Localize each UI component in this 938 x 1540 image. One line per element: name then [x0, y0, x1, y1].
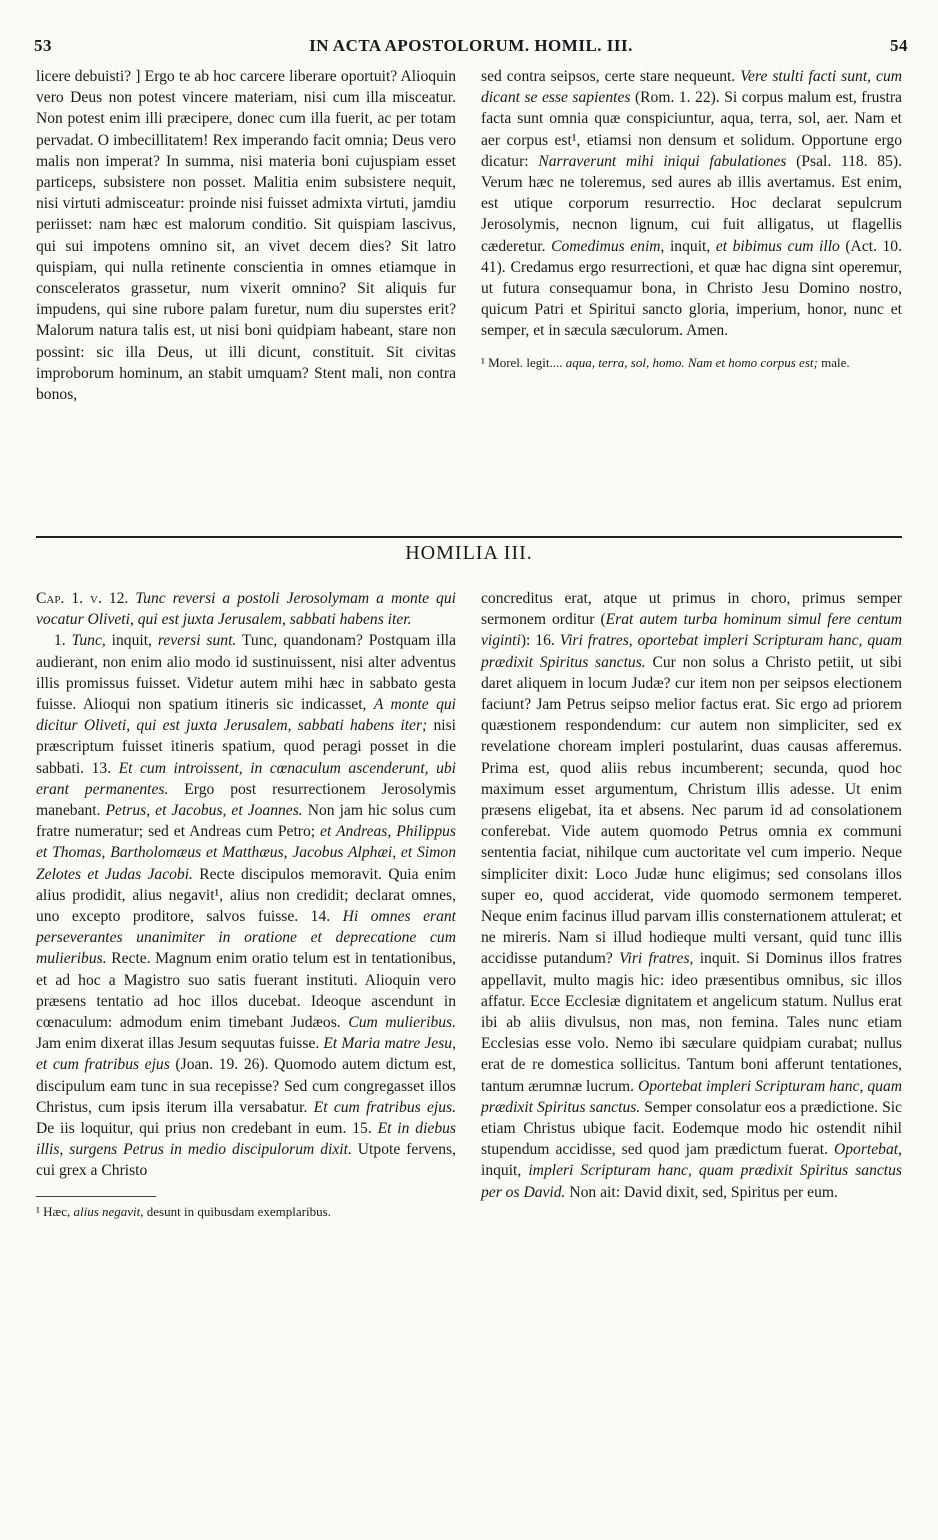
running-header	[34, 36, 908, 60]
paragraph: 1. Tunc, inquit, reversi sunt. Tunc, quandonam? Postquam illa audierant, non enim alio modo id sustinuissent, nisi alter adventus illis promissus fuisset. Videtur autem mihi hæc in sabbato gesta fuisse. Alioqui non spatium itineris sic indicasset, A monte qui dicitur Oliveti, qui est juxta Jerusalem, sabbati habens iter; nisi præscriptum fuisset itineris spatium, quod peragi posset in die sabbati. 13. Et cum introissent, in cœnaculum ascenderunt, ubi erant permanentes. Ergo post resurrectionem Jerosolymis manebant. Petrus, et Jacobus, et Joannes. Non jam hic solus cum fratre numeratur; sed et Andreas cum Petro; et Andreas, Philippus et Thomas, Bartholomæus et Matthæus, Jacobus Alphæi, et Simon Zelotes et Judas Jacobi. Recte discipulos memoravit. Quia enim alius prodidit, alius negavit¹, alius non credidit; declarat omnes, uno excepto proditore, salvos fuisse. 14. Hi omnes erant perseverantes unanimiter in oratione et deprecatione cum mulieribus. Recte. Magnum enim oratio telum est in tentationibus, et ad hoc a Magistro suo satis fuerant instituti. Alioquin vero præsens tentatio ad hoc illos ducebat. Ideoque ascendunt in cœnaculum: admodum enim timebant Judæos. Cum mulieribus. Jam enim dixerat illas Jesum sequutas fuisse. Et Maria matre Jesu, et cum fratribus ejus (Joan. 19. 26). Quomodo autem dictum est, discipulum eam tunc in sua recepisse? Sed cum congregasset illos Christus, cum ipsis iterum illa versabatur. Et cum fratribus ejus. De iis loquitur, qui prius non credebant in eum. 15. Et in diebus illis, surgens Petrus in medio discipulorum dixit. Utpote fervens, cui grex a Christo	[36, 632, 457, 1180]
homily-title: HOMILIA III.	[405, 542, 533, 564]
page-number-right: 54	[890, 36, 908, 55]
footnote-rule	[36, 1196, 156, 1197]
page-number-left: 53	[34, 36, 52, 55]
footnote: ¹ Hæc, alius negavit, desunt in quibusdam exemplaribus.	[36, 1203, 331, 1219]
top-right-column	[481, 66, 902, 518]
bottom-right-column	[481, 588, 902, 1518]
top-left-column	[36, 66, 456, 518]
running-title: IN ACTA APOSTOLORUM. HOMIL. III.	[309, 36, 633, 55]
paragraph: licere debuisti? ] Ergo te ab hoc carcere liberare oportuit? Alioquin vero Deus non potest vincere materiam, nisi cum illa misceatur. Non potest enim illi præcipere, donec cum illa fuerit, ac per totam pervadat. O imbecillitatem! Rex imperando facit omnia; Deus vero malis non imperat? In summa, nisi materia boni cujuspiam esset particeps, subsistere non posset. Malitia enim subsistere nequit, nisi virtuti admisceatur: proinde nisi fuisset admixta virtuti, jamdiu periisset: nam hæc est malorum conditio. Sit quispiam lascivus, qui sui impotens omnino sit, an vivet decem dies? Sit latro quispiam, qui nulla retinente conscientia in omnes etiamque in consceleratos grassetur, num vixerit omnino? Sit aliquis fur impudens, qui sine rubore palam furetur, num diu superstes erit? Malorum natura talis est, ut nisi boni quidpiam habeant, stare non possint: sic illa Deus, ut illi dicunt, constituit. Sit civitas improborum hominum, an stabit umquam? Stent mali, non contra bonos,	[36, 68, 456, 404]
section-divider	[36, 536, 902, 538]
paragraph: concreditus erat, atque ut primus in choro, primus semper sermonem orditur (Erat autem turba hominum simul fere centum viginti): 16. Viri fratres, oportebat impleri Scripturam hanc, quam prædixit Spiritus sanctus. Cur non solus a Christo petiit, ut sibi daret aliquem in locum Judæ? cur item non per seipsos electionem faciunt? Jam Petrus seipso melior factus erat. Sic ergo ad priorem quæstionem respondendum: cur autem non simpliciter, sed ex revelatione choream impleri postularint, duas causas afferemus. Prima est, quod aliis rebus incumberent; secunda, quod hoc maximum esset argumentum, Christum illis adesse. Ut enim præsens eligebat, ita et absens. Nec parum id ad consolationem conferebat. Vide autem quomodo Petrus omnia ex communi sententia faciat, nihilque cum auctoritate vel cum imperio. Neque simpliciter dixit: Loco Judæ hunc eligimus; sed consolans illos super eo, quod acciderat, vide quomodo sermonem temperet. Neque enim facinus illud parvam illis consternationem attulerat; et ne mireris. Nam si illud hodieque multi versant, quid tunc illis accidisse putandum? Viri fratres, inquit. Si Dominus illos fratres appellavit, multo magis hic: ideo præsentibus omnibus, sic illos affatur. Ecce Ecclesiæ dignitatem et angelicum statum. Nullus erat ibi ab aliis divulsus, non mas, non femina. Tales nunc etiam Ecclesias esse volo. Nemo ibi sæculare quidpiam curabat; nullus erat de re domestica sollicitus. Tantum boni afferunt tentationes, tantum ærumnæ lucrum. Oportebat impleri Scripturam hanc, quam prædixit Spiritus sanctus. Semper consolatur eos a prædictione. Sic etiam Christus ubique facit. Eodemque modo hic ostendit nihil stupendum accidisse, sed quod jam prædictum fuerat. Oportebat, inquit, impleri Scripturam hanc, quam prædixit Spiritus sanctus per os David. Non ait: David dixit, sed, Spiritus per eum.	[481, 590, 903, 1201]
paragraph: sed contra seipsos, certe stare nequeunt. Vere stulti facti sunt, cum dicant se esse sapientes (Rom. 1. 22). Si corpus malum est, frustra facta sunt omnia quæ conspiciuntur, aqua, terra, sol, aer. Nam et aer corpus est¹, etiamsi non densum et solidum. Opportune ergo dicatur: Narraverunt mihi iniqui fabulationes (Psal. 118. 85). Verum hæc ne toleremus, sed aures ab illis avertamus. Est enim, est utique corporum resurrectio. Hoc declarat sepulcrum Jerosolymis, necnon lignum, cui fuit alligatus, ut flagellis cæderetur. Comedimus enim, inquit, et bibimus cum illo (Act. 10. 41). Credamus ergo resurrectioni, et quæ hac digna sint operemur, ut futura consequamur bona, in Christo Jesu Domino nostro, quicum Patri et Spiritui sancto gloria, imperium, honor, nunc et semper, et in sæcula sæculorum. Amen.	[481, 68, 902, 340]
footnote: ¹ Morel. legit.... aqua, terra, sol, homo. Nam et homo corpus est; male.	[481, 354, 850, 370]
chapter-verse: Cap. 1. v. 12. Tunc reversi a postoli Jerosolymam a monte qui vocatur Oliveti, qui est juxta Jerusalem, sabbati habens iter.	[36, 590, 456, 629]
bottom-left-column	[36, 588, 456, 1518]
